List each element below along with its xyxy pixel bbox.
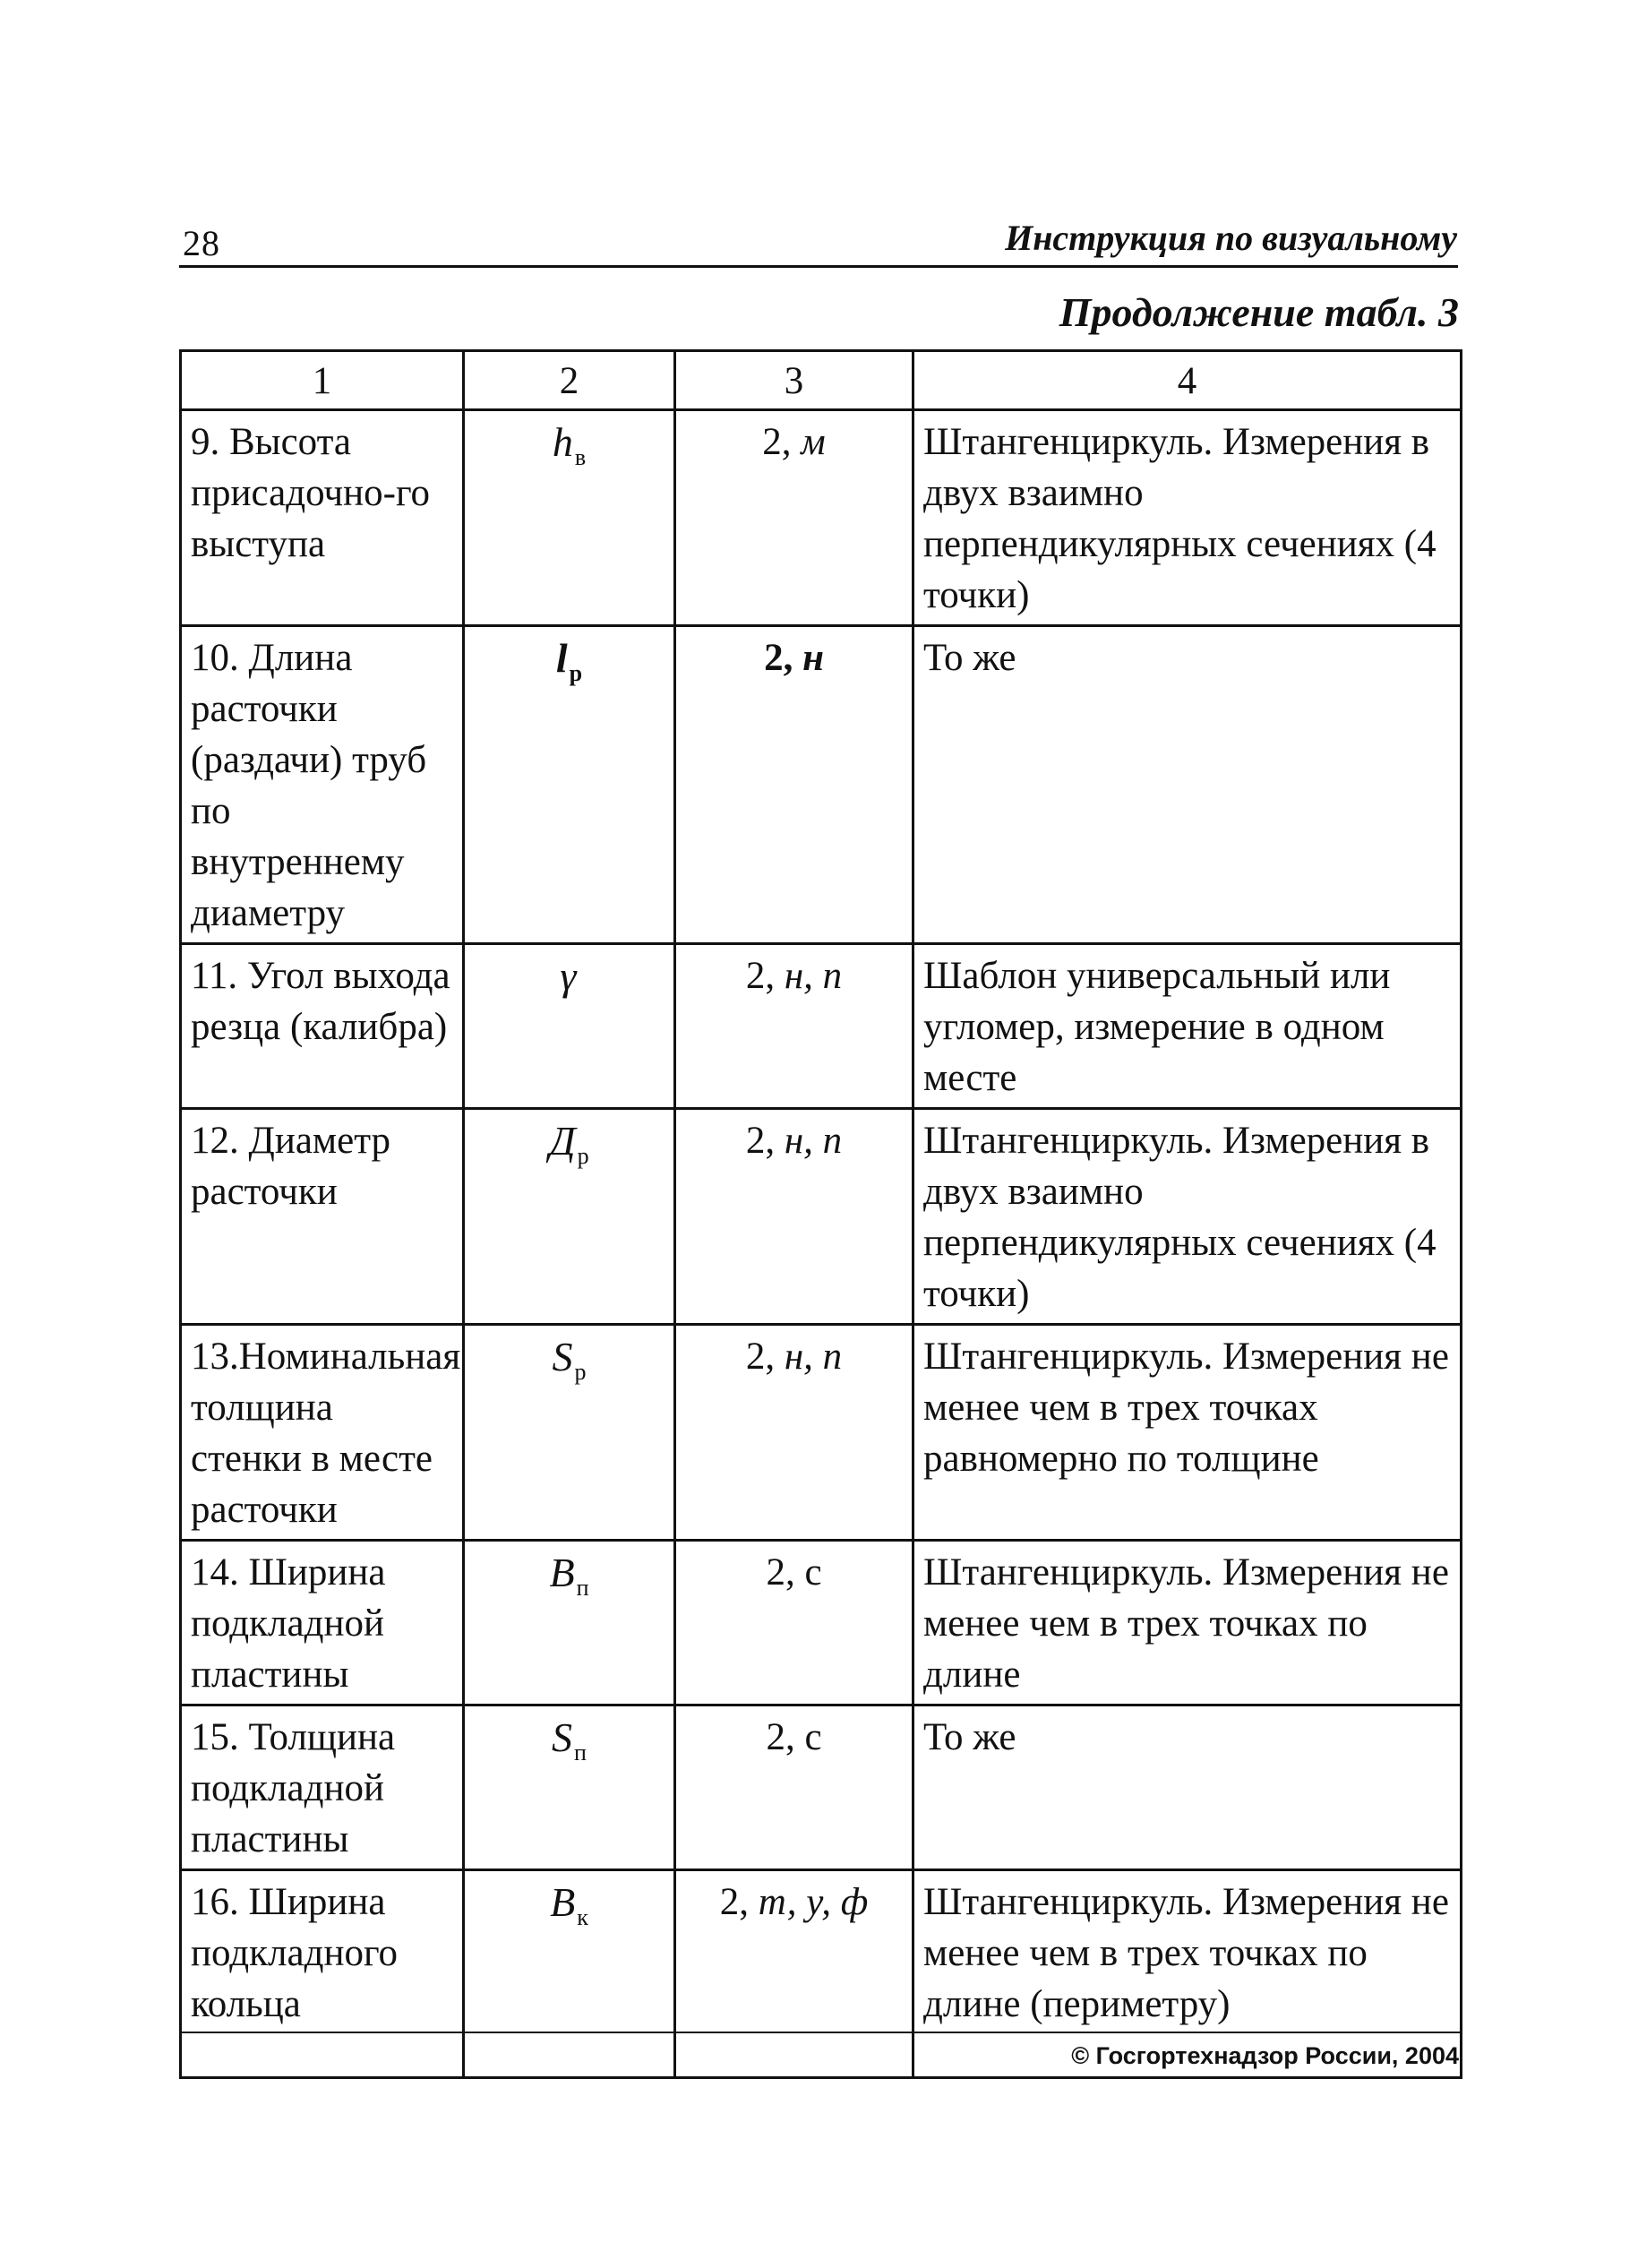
- column-number-row: [181, 351, 1462, 410]
- parameters-table: [179, 349, 1462, 2079]
- code-cell: 2, с: [675, 1705, 913, 1870]
- method-cell: То же: [913, 1705, 1462, 1870]
- header-rule: [179, 265, 1458, 268]
- method-cell: Штангенциркуль. Измерения не менее чем в трех точках по длине: [913, 1541, 1462, 1705]
- code-cell: 2, н, п: [675, 1325, 913, 1541]
- table-row: [181, 944, 1462, 1109]
- symbol-cell: [464, 1705, 675, 1870]
- method-cell: Штангенциркуль. Измерения не менее чем в трех точках равномерно по толщине: [913, 1325, 1462, 1541]
- parameter-cell: 10. Длина расточки (раздачи) труб по внутреннему диаметру: [181, 626, 464, 944]
- code-cell: 2, н, п: [675, 1109, 913, 1325]
- parameter-cell: 9. Высота присадочно-го выступа: [181, 410, 464, 626]
- table-row: [181, 1705, 1462, 1870]
- symbol-cell: [464, 1541, 675, 1705]
- footer-rule: [179, 2032, 1460, 2033]
- column-number: 3: [675, 351, 913, 410]
- parameter-cell: 13.Номинальная толщина стенки в месте расточки: [181, 1325, 464, 1541]
- method-cell: Штангенциркуль. Измерения не менее чем в трех точках по длине (периметру): [913, 1870, 1462, 2078]
- method-cell: Штангенциркуль. Измерения в двух взаимно перпендикулярных сечениях (4 точки): [913, 410, 1462, 626]
- symbol-cell: [464, 1109, 675, 1325]
- symbol: $l_р$: [555, 635, 583, 686]
- symbol: $h_в$: [552, 419, 587, 470]
- method-cell: Шаблон универсальный или угломер, измерение в одном месте: [913, 944, 1462, 1109]
- symbol-cell: [464, 410, 675, 626]
- symbol: $S_п$: [552, 1714, 587, 1765]
- parameter-cell: 14. Ширина подкладной пластины: [181, 1541, 464, 1705]
- symbol: $Д_р$: [549, 1118, 589, 1169]
- parameter-cell: 16. Ширина подкладного кольца: [181, 1870, 464, 2078]
- code-cell: 2, т, у, ф: [675, 1870, 913, 2078]
- table-row: [181, 1325, 1462, 1541]
- table-row: [181, 410, 1462, 626]
- column-number: 4: [913, 351, 1462, 410]
- symbol: $B_п$: [549, 1550, 589, 1601]
- parameter-cell: 15. Толщина подкладной пластины: [181, 1705, 464, 1870]
- table-row: [181, 1541, 1462, 1705]
- symbol: $B_к$: [550, 1879, 588, 1930]
- running-title: Инструкция по визуальному: [1005, 218, 1457, 258]
- copyright: © Госгортехнадзор России, 2004: [1071, 2042, 1459, 2069]
- table-row: [181, 1109, 1462, 1325]
- table-continuation-label: Продолжение табл. 3: [1059, 289, 1459, 335]
- code-cell: 2, с: [675, 1541, 913, 1705]
- method-cell: Штангенциркуль. Измерения в двух взаимно перпендикулярных сечениях (4 точки): [913, 1109, 1462, 1325]
- symbol: γ: [560, 953, 577, 999]
- method-cell: То же: [913, 626, 1462, 944]
- symbol-cell: [464, 1870, 675, 2078]
- page-number: 28: [183, 223, 220, 263]
- code-cell: 2, н, п: [675, 944, 913, 1109]
- code-cell: 2, м: [675, 410, 913, 626]
- symbol: $S_р$: [552, 1334, 587, 1385]
- symbol-cell: [464, 626, 675, 944]
- symbol-cell: [464, 944, 675, 1109]
- code-cell: 2, н: [675, 626, 913, 944]
- table-row: [181, 626, 1462, 944]
- column-number: 1: [181, 351, 464, 410]
- parameter-cell: 12. Диаметр расточки: [181, 1109, 464, 1325]
- column-number: 2: [464, 351, 675, 410]
- symbol-cell: [464, 1325, 675, 1541]
- parameter-cell: 11. Угол выхода резца (калибра): [181, 944, 464, 1109]
